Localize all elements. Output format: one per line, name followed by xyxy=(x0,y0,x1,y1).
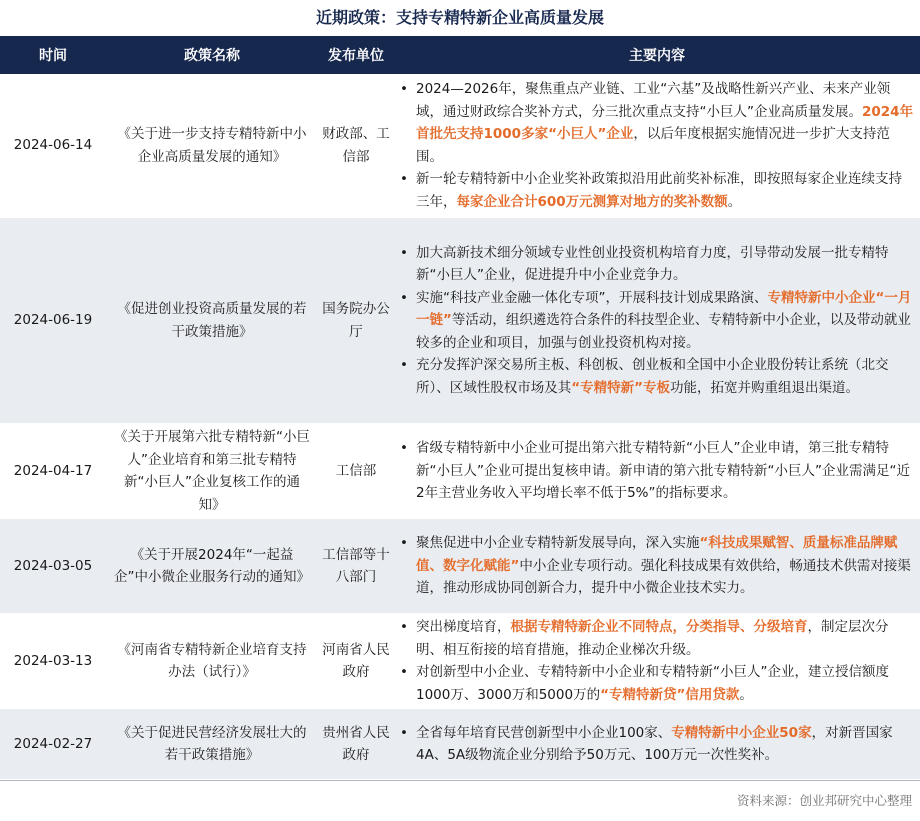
bullet-item xyxy=(398,437,914,505)
bullet-icon: • xyxy=(400,724,408,741)
bullet-item xyxy=(398,532,914,600)
table-row xyxy=(0,614,920,709)
policy-table xyxy=(0,36,920,780)
bullet-item xyxy=(398,78,914,168)
row-issuer: 国务院办公厅 xyxy=(318,218,394,424)
row-date: 2024-06-19 xyxy=(0,218,106,424)
row-policy-name: 《关于开展第六批专精特新“小巨人”企业培育和第三批专精特新“小巨人”企业复核工作的通知》 xyxy=(106,424,318,519)
content-text: 省级专精特新中小企业可提出第六批专精特新“小巨人”企业申请，第三批专精特新“小巨人”企业可提出复核申请。新申请的第六批专精特新“小巨人”企业需满足“近2年主营业务收入平均增长率不低于5%”的指标要求。 xyxy=(416,440,910,502)
highlight-text: 2024年首批先支持1000多家“小巨人”企业 xyxy=(416,103,914,142)
table-bottom-rule xyxy=(0,780,920,781)
row-issuer: 工信部等十八部门 xyxy=(318,519,394,614)
bullet-list xyxy=(398,437,914,505)
content-text: 新一轮专精特新中小企业奖补政策拟沿用此前奖补标准，即按照每家企业连续支持三年， xyxy=(416,171,902,210)
row-policy-name: 《河南省专精特新企业培育支持办法（试行）》 xyxy=(106,614,318,709)
bullet-icon: • xyxy=(400,535,408,552)
content-text: 聚焦促进中小企业专精特新发展导向，深入实施 xyxy=(416,535,700,552)
content-text: 对创新型中小企业、专精特新中小企业和专精特新“小巨人”企业，建立授信额度1000万、3000万和5000万的 xyxy=(416,664,889,703)
highlight-text: “专精特新贷”信用贷款 xyxy=(600,686,740,703)
row-policy-name: 《关于进一步支持专精特新中小企业高质量发展的通知》 xyxy=(106,74,318,218)
bullet-item xyxy=(398,242,914,287)
header-date: 时间 xyxy=(0,36,106,74)
content-text: 充分发挥沪深交易所主板、科创板、创业板和全国中小企业股份转让系统（北交所）、区域性股权市场及其 xyxy=(416,357,889,396)
bullet-icon: • xyxy=(400,171,408,187)
content-text: 。 xyxy=(727,193,742,210)
content-text: ，以后年度根据实施情况进一步扩大支持范围。 xyxy=(416,126,890,165)
row-policy-name: 《关于开展2024年“一起益企”中小微企业服务行动的通知》 xyxy=(106,519,318,614)
bullet-item xyxy=(398,168,914,213)
content-text: 2024—2026年，聚焦重点产业链、工业“六基”及战略性新兴产业、未来产业领域，通过财政综合奖补方式，分三批次重点支持“小巨人”企业高质量发展。 xyxy=(416,81,891,120)
content-text: 加大高新技术细分领域专业性创业投资机构培育力度，引导带动发展一批专精特新“小巨人”企业，促进提升中小企业竞争力。 xyxy=(416,244,889,284)
bullet-icon: • xyxy=(400,81,408,97)
bullet-icon: • xyxy=(400,664,408,680)
highlight-text: 专精特新中小企业“一月一链” xyxy=(416,289,912,329)
row-issuer: 贵州省人民政府 xyxy=(318,709,394,780)
highlight-text: “专精特新”专板 xyxy=(571,379,670,396)
bullet-item xyxy=(398,722,914,767)
row-date: 2024-03-13 xyxy=(0,614,106,709)
row-date: 2024-06-14 xyxy=(0,74,106,218)
row-issuer: 河南省人民政府 xyxy=(318,614,394,709)
row-issuer: 工信部 xyxy=(318,424,394,519)
row-content xyxy=(394,424,920,519)
bullet-item xyxy=(398,661,914,706)
bullet-icon: • xyxy=(400,289,408,306)
row-policy-name: 《促进创业投资高质量发展的若干政策措施》 xyxy=(106,218,318,424)
bullet-icon: • xyxy=(400,619,408,635)
bullet-list xyxy=(398,242,914,400)
content-text: ，制定层次分明、相互衔接的培育措施，推动企业梯次升级。 xyxy=(416,619,889,658)
table-row xyxy=(0,74,920,218)
bullet-list xyxy=(398,532,914,600)
table-row xyxy=(0,218,920,424)
row-content xyxy=(394,709,920,780)
table-row xyxy=(0,424,920,519)
source-note: 资料来源：创业邦研究中心整理 xyxy=(736,793,912,808)
table-header-row xyxy=(0,36,920,74)
header-main-content: 主要内容 xyxy=(394,36,920,74)
row-content xyxy=(394,74,920,218)
highlight-text: 每家企业合计600万元测算对地方的奖补数额 xyxy=(456,193,728,210)
content-text: 。 xyxy=(739,686,753,703)
content-text: 功能，拓宽并购重组退出渠道。 xyxy=(670,379,859,396)
highlight-text: 根据专精特新企业不同特点，分类指导、分级培育 xyxy=(510,619,808,635)
bullet-item xyxy=(398,354,914,399)
bullet-item xyxy=(398,616,914,661)
row-content xyxy=(394,614,920,709)
content-text: 实施“科技产业金融一体化专项”，开展科技计划成果路演、 xyxy=(416,289,768,306)
header-issuer: 发布单位 xyxy=(318,36,394,74)
content-text: 等活动，组织遴选符合条件的科技型企业、专精特新中小企业，以及带动就业较多的企业和项目，加强与创业投资机构对接。 xyxy=(416,312,911,351)
content-text: 中小企业专项行动。强化科技成果有效供给，畅通技术供需对接渠道，推动形成协同创新合力，提升中小微企业技术实力。 xyxy=(416,557,911,597)
bullet-list xyxy=(398,78,914,213)
row-date: 2024-04-17 xyxy=(0,424,106,519)
bullet-icon: • xyxy=(400,357,408,374)
highlight-text: “科技成果赋智、质量标准品牌赋值、数字化赋能” xyxy=(416,535,898,574)
row-date: 2024-02-27 xyxy=(0,709,106,780)
highlight-text: 专精特新中小企业50家 xyxy=(671,724,812,741)
row-content xyxy=(394,218,920,424)
bullet-list xyxy=(398,722,914,767)
bullet-icon: • xyxy=(400,244,408,261)
table-row xyxy=(0,709,920,780)
row-policy-name: 《关于促进民营经济发展壮大的若干政策措施》 xyxy=(106,709,318,780)
row-date: 2024-03-05 xyxy=(0,519,106,614)
table-row xyxy=(0,519,920,614)
content-text: 全省每年培育民营创新型中小企业100家、 xyxy=(416,724,672,741)
row-issuer: 财政部、工信部 xyxy=(318,74,394,218)
page-title: 近期政策：支持专精特新企业高质量发展 xyxy=(315,8,604,27)
row-content xyxy=(394,519,920,614)
content-text: 突出梯度培育， xyxy=(416,619,511,635)
header-policy-name: 政策名称 xyxy=(106,36,318,74)
content-text: ，对新晋国家4A、5A级物流企业分别给予50万元、100万元一次性奖补。 xyxy=(416,724,893,763)
bullet-list xyxy=(398,616,914,706)
bullet-icon: • xyxy=(400,440,408,457)
bullet-item xyxy=(398,287,914,355)
